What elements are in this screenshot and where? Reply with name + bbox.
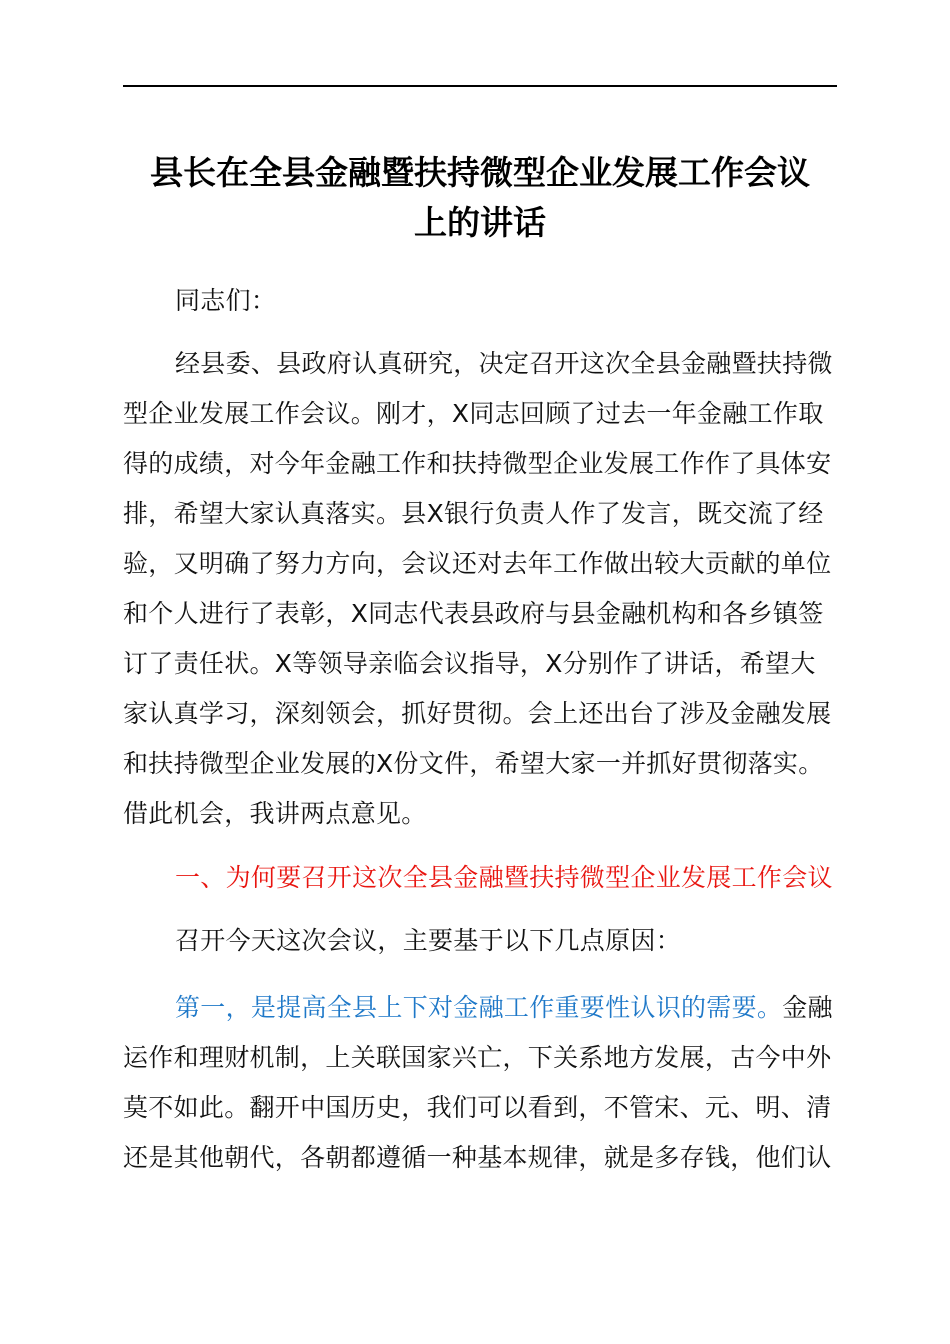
paragraph-intro: 经县委、县政府认真研究，决定召开这次全县金融暨扶持微型企业发展工作会议。刚才，X同志回顾了过去一年金融工作取得的成绩，对今年金融工作和扶持微型企业发展工作作了具体安排，希望大家认真落实。县X银行负责人作了发言，既交流了经验，又明确了努力方向，会议还对去年工作做出较大贡献的单位和个人进行了表彰，X同志代表县政府与县金融机构和各乡镇签订了责任状。X等领导亲临会议指导，X分别作了讲话，希望大家认真学习，深刻领会，抓好贯彻。会上还出台了涉及金融发展和扶持微型企业发展的X份文件，希望大家一并抓好贯彻落实。借此机会，我讲两点意见。	[123, 349, 833, 828]
paragraph-first-reason	[123, 983, 837, 1183]
header-rule	[123, 85, 837, 87]
salutation: 同志们：	[175, 286, 277, 315]
paragraph-reasons: 召开今天这次会议，主要基于以下几点原因：	[175, 926, 682, 955]
first-reason-highlight: 第一，是提高全县上下对金融工作重要性认识的需要。	[175, 993, 783, 1022]
document-title	[112, 148, 848, 248]
section-heading-1: 一、为何要召开这次全县金融暨扶持微型企业发展工作会议	[175, 863, 833, 892]
title-line-1: 县长在全县金融暨扶持微型企业发展工作会议	[150, 153, 810, 192]
title-line-2: 上的讲话	[414, 203, 546, 242]
first-reason-text: 金融运作和理财机制，上关联国家兴亡，下关系地方发展，古今中外莫不如此。翻开中国历史，我们可以看到，不管宋、元、明、清还是其他朝代，各朝都遵循一种基本规律，就是多存钱，他们认	[123, 993, 833, 1172]
